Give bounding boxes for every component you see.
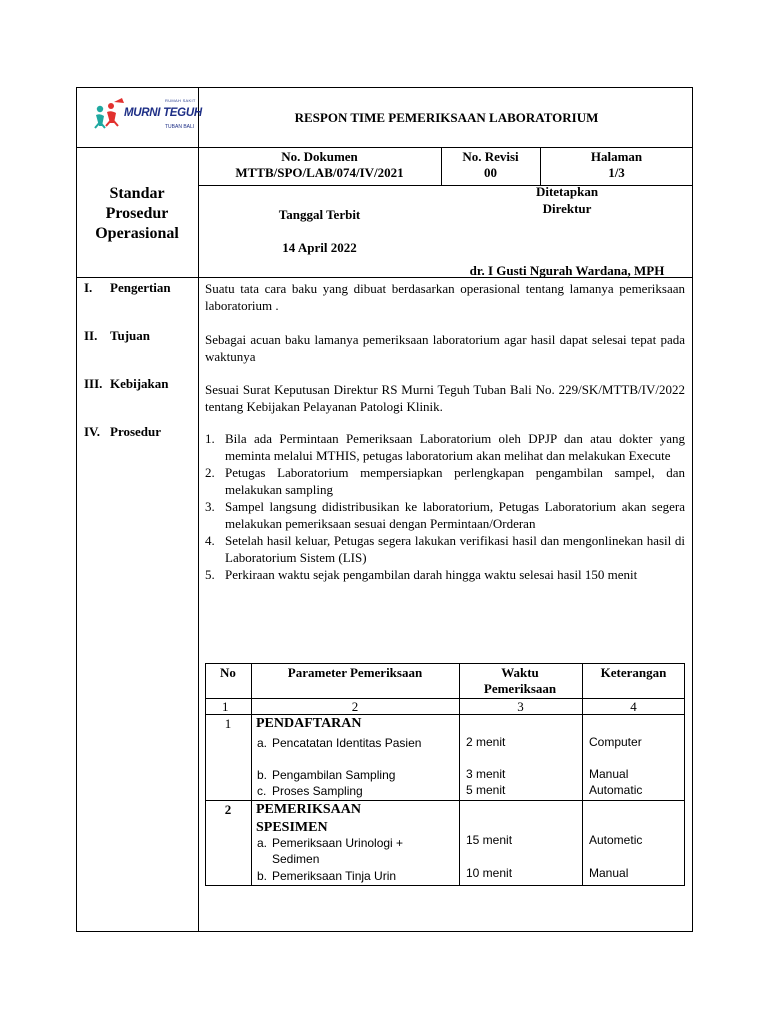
section-tujuan-label — [84, 328, 150, 344]
group-1-no: 1 — [224, 716, 232, 731]
prosedur-item-number: 1. — [205, 431, 215, 446]
prosedur-item — [205, 532, 685, 566]
header-divider — [76, 147, 693, 148]
section-title: Tujuan — [110, 328, 150, 343]
no-dokumen-cell — [198, 149, 441, 181]
prosedur-item-number: 3. — [205, 499, 215, 514]
group-1-item-1-mark: a. — [257, 736, 268, 750]
logo-name: MURNI TEGUH — [124, 107, 202, 119]
group-1-item-3-note: Automatic — [589, 783, 643, 797]
table-colnum-2: 2 — [351, 699, 359, 714]
section-num: I. — [84, 280, 93, 295]
halaman-label: Halaman — [590, 149, 643, 164]
group-1-item-1-time: 2 menit — [466, 735, 506, 749]
group-1-item-3-name: Proses Sampling — [272, 784, 363, 798]
table-col-divider-2 — [459, 663, 460, 886]
group-2-title: PEMERIKSAAN SPESIMEN — [256, 802, 362, 835]
pengertian-text: Suatu tata cara baku yang dibuat berdasarkan operasional tentang lamanya pemeriksaan laboratorium . — [205, 281, 685, 313]
no-revisi-cell — [441, 149, 540, 181]
group-2-no: 2 — [224, 802, 232, 817]
table-header-no: No — [220, 665, 236, 680]
ditetapkan-label: Ditetapkan — [535, 184, 599, 199]
group-2-item-1-time: 15 menit — [466, 833, 513, 847]
prosedur-item-text: Setelah hasil keluar, Petugas segera lakukan verifikasi hasil dan mengonlinekan hasil di Laboratorium Sistem (LIS) — [225, 533, 685, 565]
table-header-waktu: Waktu Pemeriksaan — [483, 665, 557, 696]
prosedur-item-text: Bila ada Permintaan Pemeriksaan Laboratorium oleh DPJP dan atau dokter yang meminta melalui MTHIS, petugas laboratorium akan melihat dan melakukan Execute — [225, 431, 685, 463]
section-num: III. — [84, 376, 103, 391]
std-line-3: Operasional — [95, 225, 179, 242]
group-1-item-2-name: Pengambilan Sampling — [272, 768, 396, 782]
document-title: RESPON TIME PEMERIKSAAN LABORATORIUM — [294, 110, 599, 125]
table-header-parameter: Parameter Pemeriksaan — [287, 665, 423, 680]
section-num: II. — [84, 328, 98, 343]
tanggal-terbit-label: Tanggal Terbit — [278, 207, 361, 222]
no-revisi-label: No. Revisi — [462, 149, 519, 164]
prosedur-item — [205, 464, 685, 498]
group-2-item-1-mark: a. — [257, 836, 268, 850]
table-header-keterangan: Keterangan — [600, 665, 667, 680]
table-col-divider-1 — [251, 663, 252, 886]
group-1-item-2-time: 3 menit — [466, 767, 506, 781]
prosedur-list — [205, 430, 685, 583]
section-kebijakan-label — [84, 376, 169, 392]
group-1-item-3-time: 5 menit — [466, 783, 506, 797]
halaman-value: 1/3 — [608, 165, 625, 180]
halaman-cell — [540, 149, 693, 181]
section-prosedur-label — [84, 424, 161, 440]
group-1-title: PENDAFTARAN — [256, 716, 362, 731]
group-2-item-1-name: Pemeriksaan Urinologi + Sedimen — [272, 836, 404, 866]
group-1-item-3-mark: c. — [257, 784, 267, 798]
standar-prosedur-block — [76, 184, 198, 244]
signatory-name: dr. I Gusti Ngurah Wardana, MPH — [469, 263, 665, 278]
prosedur-item-number: 4. — [205, 533, 215, 548]
no-dokumen-value: MTTB/SPO/LAB/074/IV/2021 — [235, 165, 404, 180]
tujuan-text: Sebagai acuan baku lamanya pemeriksaan laboratorium agar hasil dapat selesai tepat pada waktunya — [205, 332, 685, 364]
std-line-2: Prosedur — [105, 205, 169, 222]
group-1-item-2-mark: b. — [257, 768, 268, 782]
logo-subtitle: TUBAN BALI — [165, 124, 195, 130]
table-colnum-4: 4 — [630, 699, 637, 714]
group-2-item-2-name: Pemeriksaan Tinja Urin — [272, 869, 397, 883]
prosedur-item-text: Sampel langsung didistribusikan ke laboratorium, Petugas Laboratorium akan segera melakukan pemeriksaan sesuai dengan Permintaan/Orderan — [225, 499, 685, 531]
prosedur-item-text: Petugas Laboratorium mempersiapkan perlengkapan pengambilan sampel, dan melakukan sampling — [225, 465, 685, 497]
prosedur-item-text: Perkiraan waktu sejak pengambilan darah hingga waktu selesai hasil 150 menit — [225, 567, 638, 582]
group-2-item-2-time: 10 menit — [466, 866, 513, 880]
direktur-label: Direktur — [542, 201, 592, 216]
group-2-item-1-note: Autometic — [589, 833, 643, 847]
prosedur-item — [205, 566, 685, 583]
std-line-1: Standar — [109, 185, 165, 202]
prosedur-item-number: 5. — [205, 567, 215, 582]
table-col-divider-3 — [582, 663, 583, 886]
section-title: Prosedur — [110, 424, 162, 439]
no-dokumen-label: No. Dokumen — [281, 149, 358, 164]
kebijakan-text: Sesuai Surat Keputusan Direktur RS Murni Teguh Tuban Bali No. 229/SK/MTTB/IV/2022 tentang Kebijakan Pelayanan Patologi Klinik. — [205, 382, 685, 414]
prosedur-item — [205, 498, 685, 532]
group-2-item-2-mark: b. — [257, 869, 268, 883]
group-2-item-2-note: Manual — [589, 866, 629, 880]
group-1-item-2-note: Manual — [589, 767, 629, 781]
prosedur-item-number: 2. — [205, 465, 215, 480]
section-num: IV. — [84, 424, 101, 439]
tanggal-terbit-value: 14 April 2022 — [282, 240, 357, 255]
table-colnum-3: 3 — [517, 699, 524, 714]
prosedur-item — [205, 430, 685, 464]
section-title: Kebijakan — [110, 376, 169, 391]
no-revisi-value: 00 — [484, 165, 497, 180]
group-1-item-1-name: Pencatatan Identitas Pasien — [272, 736, 422, 750]
table-colnum-1: 1 — [222, 699, 229, 714]
section-pengertian-label — [84, 280, 171, 296]
logo-small-text: RUMAH SAKIT — [165, 98, 196, 103]
section-title: Pengertian — [110, 280, 171, 295]
group-1-item-1-note: Computer — [589, 735, 642, 749]
